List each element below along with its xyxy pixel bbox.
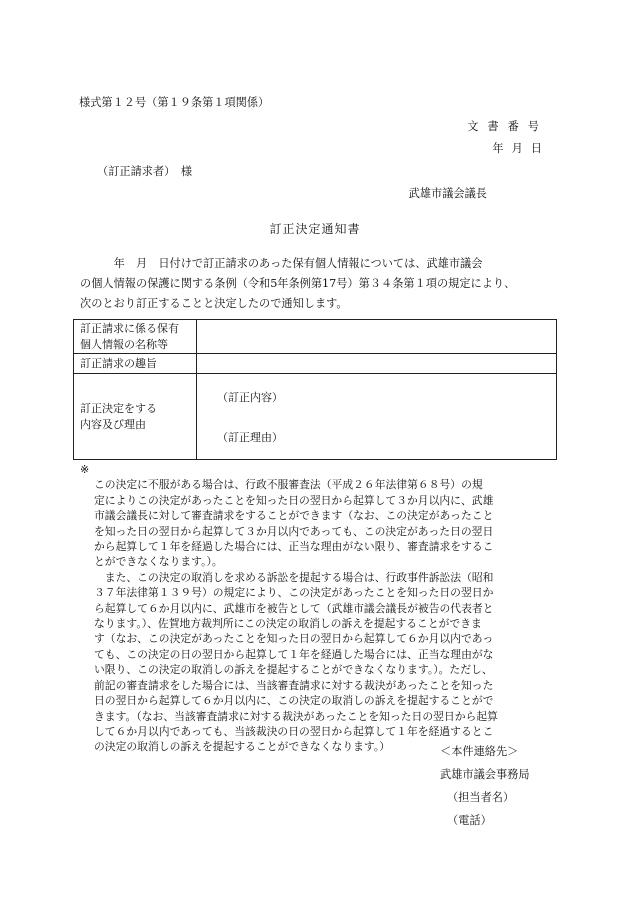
decision-value [197,374,557,460]
note-mark: ※ [80,463,90,476]
sender-name: 武雄市議会議長 [408,187,487,200]
contact-heading: ＜本件連絡先＞ [440,745,519,758]
note-line: なります。）、佐賀地方裁判所にこの決定の取消しの訴えを提起することができま [94,617,482,631]
row-header-decision: 訂正決定をする 内容及び理由 [74,374,197,460]
table-row [74,374,557,460]
row-header-purpose: 訂正請求の趣旨 [74,354,197,374]
note-line: ら起算して６か月以内に、武雄市を被告として（武雄市議会議長が被告の代表者と [94,601,494,615]
note-line: 市議会議長に対して審査請求をすることができます（なお、この決定があったこと [94,509,494,523]
date-label: 年月日 [492,142,550,155]
purpose-value [197,354,557,374]
contact-block [440,740,530,832]
appeal-notes [80,462,560,755]
contact-person: （担当者名） [447,791,515,804]
correction-reason-label: （訂正理由） [217,430,283,444]
note-line: い限り、この決定の取消しの訴えを提起することができなくなります。）。ただし、 [94,663,493,677]
intro-paragraph [80,254,555,314]
document-number-label: 文書番号 [467,120,548,133]
row-header-info-name: 訂正請求に係る保有 個人情報の名称等 [74,320,197,354]
note-line: して６か月以内であっても、当該裁決の日の翌日から起算して１年を経過するとこ [94,724,494,738]
correction-info-table [73,319,557,460]
table-row [74,354,557,374]
note-line: の決定の取消しの訴えを提起することができなくなります。） [94,740,391,754]
note-line: から起算して１年を経過した場合には、正当な理由がない限り、審査請求をするこ [94,540,494,554]
contact-office: 武雄市議会事務局 [440,768,530,781]
note-line: 前記の審査請求をした場合には、当該審査請求に対する裁決があったことを知った [94,678,494,692]
note-line: ３７年法律第１３９号）の規定により、この決定があったことを知った日の翌日か [94,586,494,600]
recipient-line: （訂正請求者） 様 [97,165,193,178]
note-line: す（なお、この決定があったことを知った日の翌日から起算して６か月以内であっ [94,632,494,646]
intro-line: 次のとおり訂正することと決定したので通知します。 [80,297,348,310]
contact-phone: （電話） [447,814,492,827]
note-line: を知った日の翌日から起算して３か月以内であっても、この決定があった日の翌日 [94,524,494,538]
correction-content-label: （訂正内容） [217,390,283,404]
note-line: また、この決定の取消しを求める訴訟を提起する場合は、行政事件訴訟法（昭和 [94,570,494,584]
document-title: 訂正決定通知書 [269,222,361,236]
note-line: きます。（なお、当該審査請求に対する裁決があったことを知った日の翌日から起算 [94,709,498,723]
note-line: とができなくなります。）。 [94,555,223,569]
intro-line: 年 月 日付けで訂正請求のあった保有個人情報については、武雄市議会 [80,257,483,270]
info-name-value [197,320,557,354]
note-line: ても、この決定の日の翌日から起算して１年を経過した場合には、正当な理由がな [94,647,494,661]
form-number-label: 様式第１２号（第１９条第１項関係） [79,96,270,109]
note-line: 定によりこの決定があったことを知った日の翌日から起算して３か月以内に、武雄 [94,493,494,507]
intro-line: の個人情報の保護に関する条例（令和5年条例第17号）第３４条第１項の規定により、 [80,277,516,290]
table-row [74,320,557,354]
note-line: 日の翌日から起算して６か月以内に、この決定の取消しの訴えを提起することがで [94,694,494,708]
note-line: ※ この決定に不服がある場合は、行政不服審査法（平成２６年法律第６８号）の規 [80,462,560,493]
